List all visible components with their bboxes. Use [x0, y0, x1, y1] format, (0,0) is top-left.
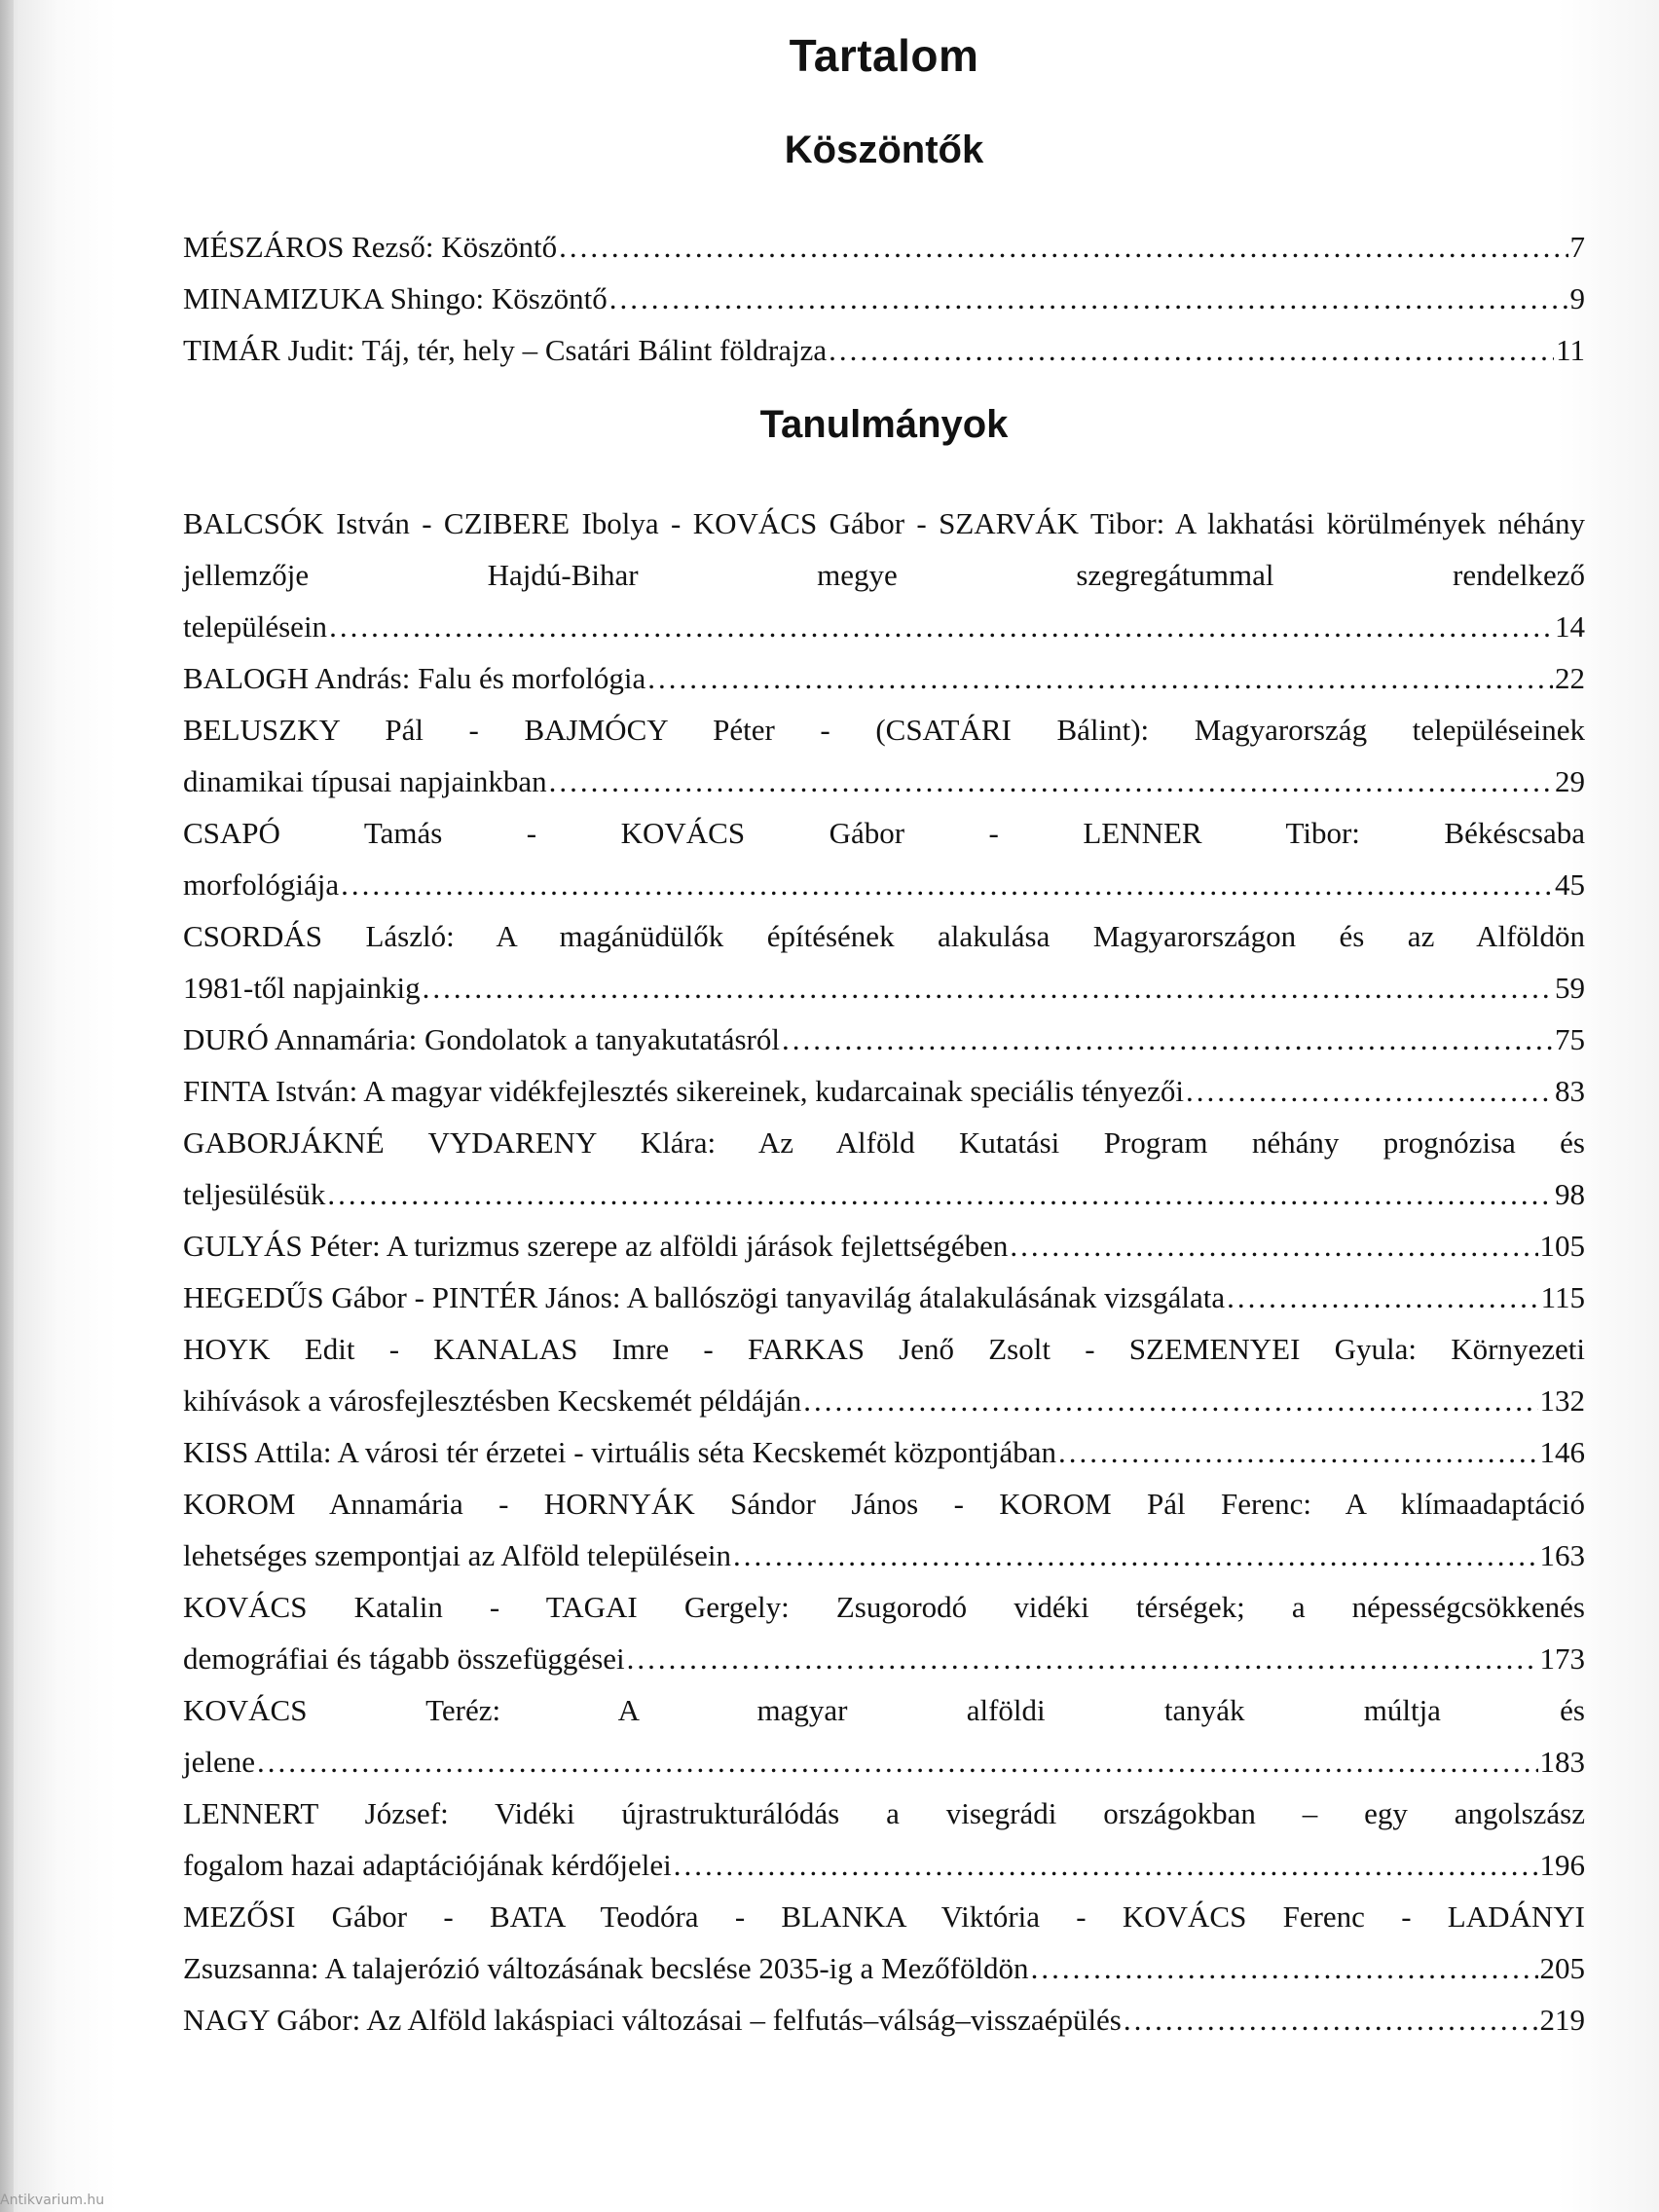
leader-dots — [341, 859, 1553, 910]
toc-entry — [183, 324, 1585, 376]
leader-dots — [1227, 1272, 1539, 1323]
toc-list-tanulmanyok — [183, 498, 1585, 2046]
toc-entry — [183, 1478, 1585, 1581]
toc-page-number: 29 — [1555, 764, 1585, 798]
leader-dots — [549, 756, 1553, 807]
toc-entry-title-line: GABORJÁKNÉ VYDARENY Klára: Az Alföld Kutatási Program néhány prognózisa és — [183, 1125, 1585, 1160]
toc-entry-title: BALOGH András: Falu és morfológia — [183, 661, 646, 695]
toc-page-number: 45 — [1555, 867, 1585, 902]
toc-page-number: 163 — [1539, 1538, 1585, 1572]
leader-dots — [329, 601, 1553, 652]
toc-entry-title: DURÓ Annamária: Gondolatok a tanyakutatásról — [183, 1022, 780, 1056]
toc-entry-title: KISS Attila: A városi tér érzetei - virtuális séta Kecskemét központjában — [183, 1435, 1057, 1469]
toc-page-number: 9 — [1569, 281, 1585, 315]
toc-entry-title: demográfiai és tágabb összefüggései — [183, 1641, 625, 1676]
toc-entry-title: Zsuzsanna: A talajerózió változásának becslése 2035-ig a Mezőföldön — [183, 1951, 1029, 1985]
toc-entry-title: jelene — [183, 1745, 256, 1779]
toc-entry-title: fogalom hazai adaptációjának kérdőjelei — [183, 1848, 672, 1882]
toc-entry — [183, 1117, 1585, 1220]
toc-entry — [183, 1788, 1585, 1891]
leader-dots — [609, 273, 1568, 324]
toc-entry — [183, 1220, 1585, 1272]
toc-entry-title-line: BELUSZKY Pál - BAJMÓCY Péter - (CSATÁRI Bálint): Magyarország településeinek — [183, 713, 1585, 747]
leader-dots — [733, 1530, 1538, 1581]
toc-entry — [183, 498, 1585, 652]
page-spine-edge — [0, 0, 14, 2212]
toc-page-number: 183 — [1539, 1745, 1585, 1779]
toc-entry — [183, 1014, 1585, 1065]
toc-entry — [183, 1323, 1585, 1426]
toc-entry — [183, 807, 1585, 910]
toc-entry — [183, 910, 1585, 1014]
toc-entry — [183, 221, 1585, 273]
toc-entry-title: GULYÁS Péter: A turizmus szerepe az alföldi járások fejlettségében — [183, 1229, 1009, 1263]
leader-dots — [1058, 1426, 1537, 1478]
toc-content — [183, 29, 1585, 2046]
toc-entry — [183, 704, 1585, 807]
toc-entry — [183, 1684, 1585, 1788]
toc-page-number: 59 — [1555, 971, 1585, 1005]
toc-entry — [183, 1891, 1585, 1994]
leader-dots — [1010, 1220, 1537, 1272]
section-heading-koszontok: Köszöntők — [784, 129, 984, 171]
leader-dots — [1031, 1942, 1538, 1994]
toc-entry-title: morfológiája — [183, 867, 340, 902]
leader-dots — [627, 1633, 1538, 1684]
toc-entry-title: dinamikai típusai napjainkban — [183, 764, 547, 798]
toc-list-koszontok — [183, 221, 1585, 376]
toc-entry — [183, 1272, 1585, 1323]
page-title: Tartalom — [789, 30, 979, 81]
toc-page-number: 219 — [1539, 2003, 1585, 2037]
toc-entry-title: HEGEDŰS Gábor - PINTÉR János: A ballószögi tanyavilág átalakulásának vizsgálata — [183, 1280, 1226, 1314]
toc-entry — [183, 1065, 1585, 1117]
toc-entry — [183, 273, 1585, 324]
toc-entry-title: 1981-től napjainkig — [183, 971, 421, 1005]
leader-dots — [1124, 1994, 1538, 2046]
leader-dots — [674, 1839, 1538, 1891]
leader-dots — [257, 1736, 1537, 1788]
toc-entry-title: NAGY Gábor: Az Alföld lakáspiaci változásai – felfutás–válság–visszaépülés — [183, 2003, 1122, 2037]
leader-dots — [559, 221, 1567, 273]
toc-entry-title: településein — [183, 609, 328, 644]
toc-page-number: 132 — [1539, 1383, 1585, 1418]
toc-entry-title-line: LENNERT József: Vidéki újrastrukturálódás a visegrádi országokban – egy angolszász — [183, 1796, 1585, 1830]
toc-page-number: 7 — [1569, 230, 1585, 264]
toc-entry-title-line: BALCSÓK István - CZIBERE Ibolya - KOVÁCS Gábor - SZARVÁK Tibor: A lakhatási körülmények néhány jellemzője Hajdú-Bihar megye szegregátummal rendelkező — [183, 506, 1585, 592]
toc-entry-title: FINTA István: A magyar vidékfejlesztés sikereinek, kudarcainak speciális tényezői — [183, 1074, 1184, 1108]
toc-page-number: 115 — [1540, 1280, 1585, 1314]
toc-entry-title: lehetséges szempontjai az Alföld településein — [183, 1538, 731, 1572]
toc-entry — [183, 652, 1585, 704]
leader-dots — [803, 1375, 1537, 1426]
watermark: Antikvarium.hu — [0, 2193, 105, 2208]
toc-entry — [183, 1426, 1585, 1478]
leader-dots — [423, 962, 1553, 1014]
toc-page-number: 75 — [1555, 1022, 1585, 1056]
toc-page-number: 105 — [1539, 1229, 1585, 1263]
toc-page-number: 196 — [1539, 1848, 1585, 1882]
toc-page-number: 173 — [1539, 1641, 1585, 1676]
leader-dots — [327, 1168, 1553, 1220]
toc-entry-title: kihívások a városfejlesztésben Kecskemét példáján — [183, 1383, 802, 1418]
toc-entry-title-line: HOYK Edit - KANALAS Imre - FARKAS Jenő Zsolt - SZEMENYEI Gyula: Környezeti — [183, 1332, 1585, 1366]
toc-page-number: 14 — [1555, 609, 1585, 644]
toc-entry-title: teljesülésük — [183, 1177, 326, 1211]
toc-page-number: 98 — [1555, 1177, 1585, 1211]
toc-entry-title: MINAMIZUKA Shingo: Köszöntő — [183, 281, 608, 315]
toc-entry — [183, 1581, 1585, 1684]
toc-page-number: 11 — [1556, 333, 1585, 367]
toc-entry-title-line: KOROM Annamária - HORNYÁK Sándor János - KOROM Pál Ferenc: A klímaadaptáció — [183, 1487, 1585, 1521]
toc-entry-title: TIMÁR Judit: Táj, tér, hely – Csatári Bálint földrajza — [183, 333, 828, 367]
toc-page-number: 83 — [1555, 1074, 1585, 1108]
toc-page-number: 205 — [1539, 1951, 1585, 1985]
leader-dots — [647, 652, 1553, 704]
leader-dots — [829, 324, 1554, 376]
toc-entry — [183, 1994, 1585, 2046]
toc-page-number: 146 — [1539, 1435, 1585, 1469]
toc-entry-title-line: KOVÁCS Katalin - TAGAI Gergely: Zsugorodó vidéki térségek; a népességcsökkenés — [183, 1590, 1585, 1624]
toc-entry-title-line: MEZŐSI Gábor - BATA Teodóra - BLANKA Viktória - KOVÁCS Ferenc - LADÁNYI — [183, 1899, 1585, 1934]
toc-entry-title-line: CSORDÁS László: A magánüdülők építésének alakulása Magyarországon és az Alföldön — [183, 919, 1585, 953]
toc-entry-title-line: CSAPÓ Tamás - KOVÁCS Gábor - LENNER Tibor: Békéscsaba — [183, 816, 1585, 850]
leader-dots — [782, 1014, 1553, 1065]
section-heading-tanulmanyok: Tanulmányok — [759, 403, 1009, 446]
toc-page-number: 22 — [1555, 661, 1585, 695]
toc-entry-title-line: KOVÁCS Teréz: A magyar alföldi tanyák múltja és — [183, 1693, 1585, 1727]
toc-entry-title: MÉSZÁROS Rezső: Köszöntő — [183, 230, 558, 264]
leader-dots — [1186, 1065, 1553, 1117]
